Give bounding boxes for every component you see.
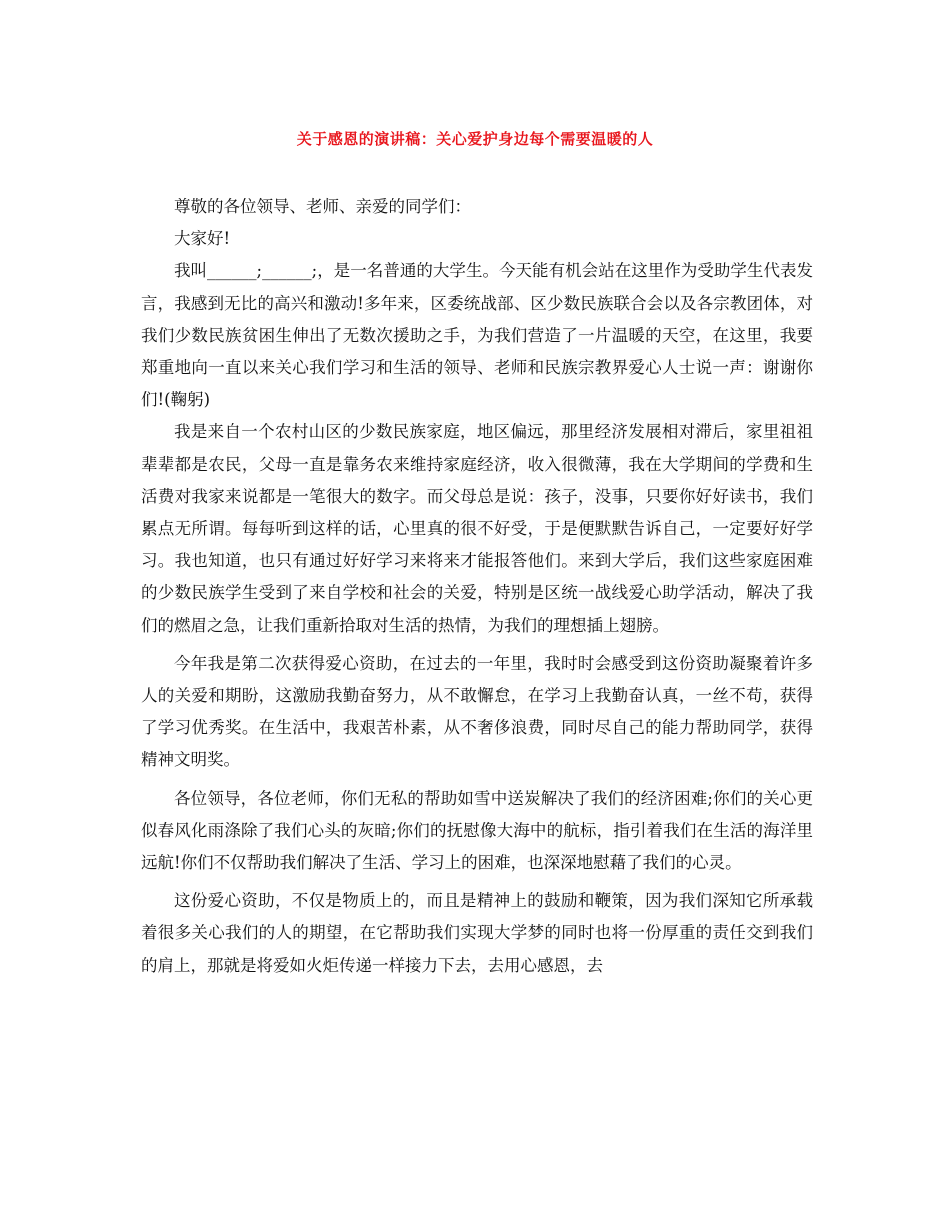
paragraph-introduction: 我叫______;______;，是一名普通的大学生。今天能有机会站在这里作为受助学生代表发言，我感到无比的高兴和激动!多年来，区委统战部、区少数民族联合会以及各宗教团体，对我们少数民族贫困生伸出了无数次援助之手，为我们营造了一片温暖的天空，在这里，我要郑重地向一直以来关心我们学习和生活的领导、老师和民族宗教界爱心人士说一声：谢谢你们!(鞠躬) — [141, 261, 813, 410]
paragraph-responsibility: 这份爱心资助，不仅是物质上的，而且是精神上的鼓励和鞭策，因为我们深知它所承载着很多关心我们的人的期望，在它帮助我们实现大学梦的同时也将一份厚重的责任交到我们的肩上，那就是将爱如火炬传递一样接力下去，去用心感恩，去 — [141, 891, 813, 975]
document-body — [141, 191, 813, 982]
paragraph-achievements: 今年我是第二次获得爱心资助，在过去的一年里，我时时会感受到这份资助凝聚着许多人的关爱和期盼，这激励我勤奋努力，从不敢懈怠，在学习上我勤奋认真，一丝不苟，获得了学习优秀奖。在生活中，我艰苦朴素，从不奢侈浪费，同时尽自己的能力帮助同学，获得精神文明奖。 — [141, 653, 813, 770]
document-title: 关于感恩的演讲稿：关心爱护身边每个需要温暖的人 — [296, 130, 654, 148]
salutation: 尊敬的各位领导、老师、亲爱的同学们： — [174, 197, 471, 216]
paragraph-background: 我是来自一个农村山区的少数民族家庭，地区偏远，那里经济发展相对滞后，家里祖祖辈辈都是农民，父母一直是靠务农来维持家庭经济，收入很微薄，我在大学期间的学费和生活费对我家来说都是一笔很大的数字。而父母总是说：孩子，没事，只要你好好读书，我们累点无所谓。每每听到这样的话，心里真的很不好受，于是便默默告诉自己，一定要好好学习。我也知道，也只有通过好好学习来将来才能报答他们。来到大学后，我们这些家庭困难的少数民族学生受到了来自学校和社会的关爱，特别是区统一战线爱心助学活动，解决了我们的燃眉之急，让我们重新拾取对生活的热情，为我们的理想插上翅膀。 — [141, 422, 813, 635]
greeting: 大家好! — [174, 229, 231, 249]
paragraph-gratitude: 各位领导，各位老师，你们无私的帮助如雪中送炭解决了我们的经济困难;你们的关心更似春风化雨涤除了我们心头的灰暗;你们的抚慰像大海中的航标，指引着我们在生活的海洋里远航!你们不仅帮助我们解决了生活、学习上的困难，也深深地慰藉了我们的心灵。 — [141, 788, 813, 873]
